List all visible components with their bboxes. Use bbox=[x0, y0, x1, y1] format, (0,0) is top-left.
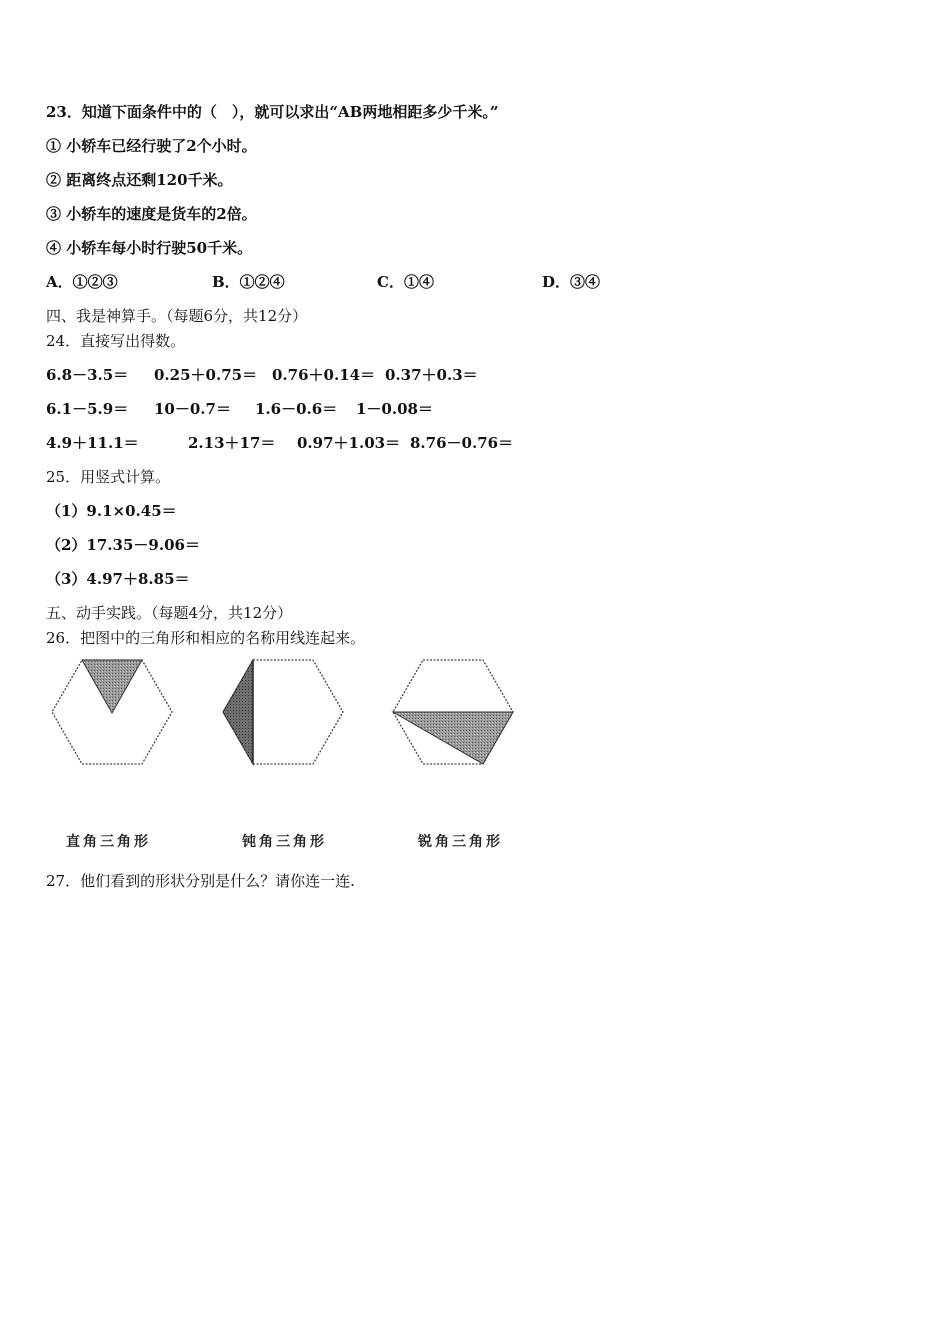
q25-item-3: （3）4.97＋8.85＝ bbox=[46, 570, 190, 588]
option-d[interactable]: D．③④ bbox=[542, 273, 601, 291]
q25-item-2: （2）17.35－9.06＝ bbox=[46, 536, 200, 554]
q25-item-1: （1）9.1×0.45＝ bbox=[46, 502, 177, 520]
hexagon-1 bbox=[52, 660, 172, 764]
label-acute-triangle: 锐角三角形 bbox=[418, 834, 503, 850]
hexagon-diagram bbox=[46, 655, 526, 855]
condition-2: ② 距离终点还剩120千米。 bbox=[46, 171, 233, 189]
hexagon-figures bbox=[46, 655, 526, 855]
label-obtuse-triangle: 钝角三角形 bbox=[242, 834, 327, 850]
q24-expression: 1－0.08＝ bbox=[356, 400, 433, 418]
question-23-stem: 23．知道下面条件中的（ ），就可以求出“AB两地相距多少千米。” bbox=[46, 103, 499, 121]
q24-expression: 2.13＋17＝ bbox=[188, 434, 276, 452]
question-27-stem: 27．他们看到的形状分别是什么？请你连一连. bbox=[46, 872, 355, 890]
q24-expression: 4.9＋11.1＝ bbox=[46, 434, 139, 452]
option-b[interactable]: B．①②④ bbox=[212, 273, 285, 291]
q24-expression: 10－0.7＝ bbox=[154, 400, 231, 418]
condition-3: ③ 小轿车的速度是货车的2倍。 bbox=[46, 205, 257, 223]
question-25-stem: 25．用竖式计算。 bbox=[46, 468, 171, 486]
hexagon-3 bbox=[393, 660, 513, 764]
condition-4: ④ 小轿车每小时行驶50千米。 bbox=[46, 239, 253, 257]
q24-expression: 6.1－5.9＝ bbox=[46, 400, 129, 418]
hexagon-2 bbox=[223, 660, 343, 764]
label-right-triangle: 直角三角形 bbox=[66, 834, 151, 850]
section-4-heading: 四、我是神算手。（每题6分，共12分） bbox=[46, 307, 308, 325]
q24-expression: 0.97＋1.03＝ bbox=[297, 434, 401, 452]
q24-expression: 8.76－0.76＝ bbox=[410, 434, 514, 452]
q24-expression: 0.76＋0.14＝ bbox=[272, 366, 376, 384]
q24-expression: 0.37＋0.3＝ bbox=[385, 366, 478, 384]
option-c[interactable]: C．①④ bbox=[377, 273, 434, 291]
question-24-stem: 24．直接写出得数。 bbox=[46, 332, 186, 350]
option-a[interactable]: A．①②③ bbox=[46, 273, 118, 291]
question-26-stem: 26．把图中的三角形和相应的名称用线连起来。 bbox=[46, 629, 366, 647]
q24-expression: 0.25＋0.75＝ bbox=[154, 366, 258, 384]
q24-expression: 1.6－0.6＝ bbox=[255, 400, 338, 418]
section-5-heading: 五、动手实践。（每题4分，共12分） bbox=[46, 604, 293, 622]
q24-expression: 6.8－3.5＝ bbox=[46, 366, 129, 384]
condition-1: ① 小轿车已经行驶了2个小时。 bbox=[46, 137, 257, 155]
